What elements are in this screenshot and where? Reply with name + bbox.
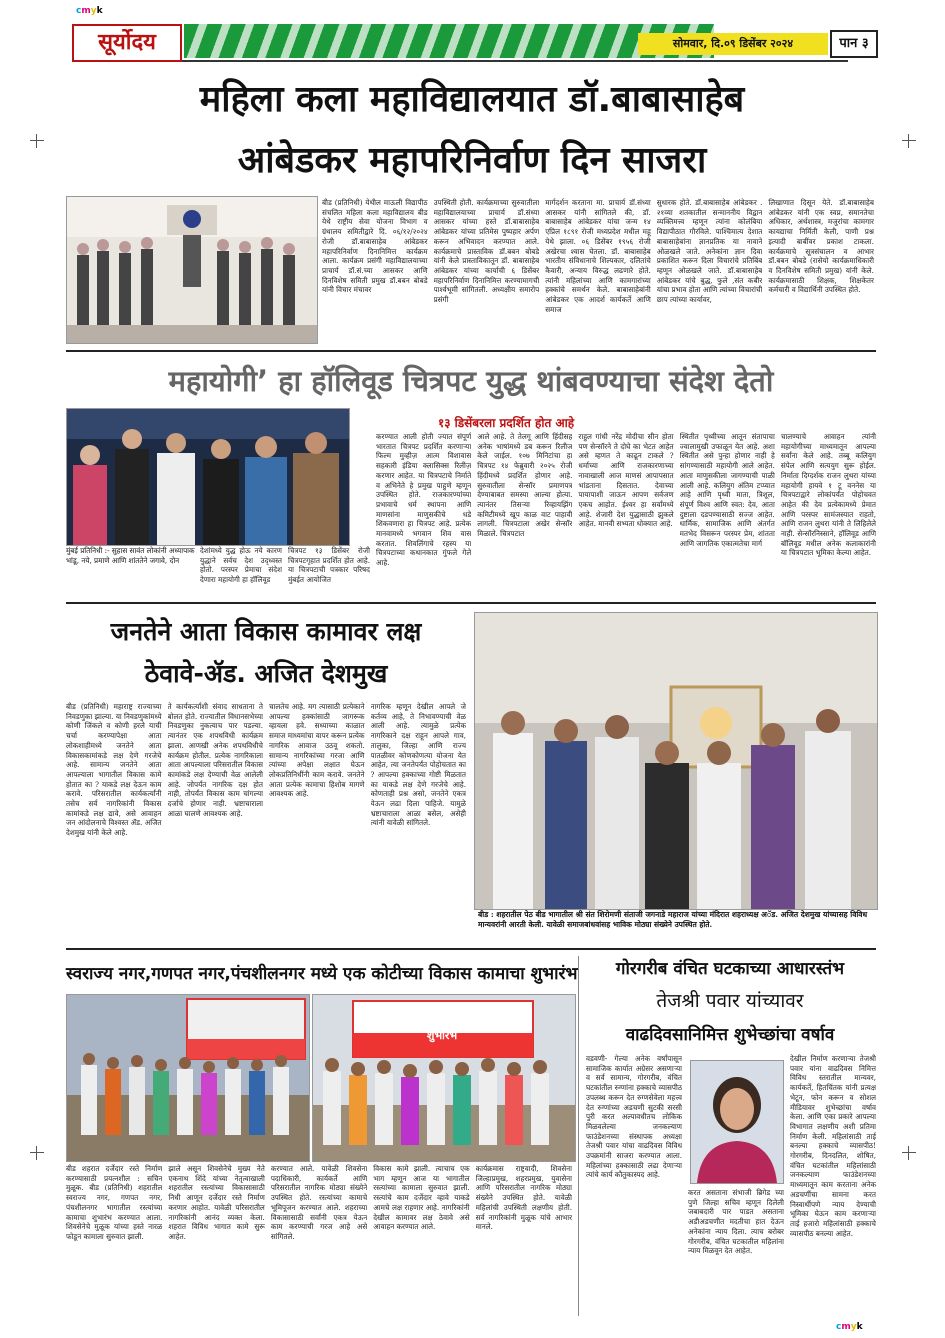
story1-headline-line1: महिला कला महाविद्यालयात डॉ.बाबासाहेब — [199, 79, 745, 120]
story3-column: चालतेच आहे. मग त्यासाठी प्रत्येकाने आपल्या हक्कांसाठी जागरूक व्हायला हवे. सध्याच्या काळात समाज माध्यमांचा वापर करून प्रत्येक नागरिक आवाज उठवू शकतो. सामान्य नागरिकांच्या गरजा आणि त्यांच्या अपेक्षा लक्षात घेऊन लोकप्रतिनिधींनी काम करावे. जनतेने आता प्रत्येक कामाचा हिशोब मागणे आवश्यक आहे. — [269, 702, 365, 799]
story4-column: बीड शहरात दर्जेदार रस्ते निर्माण करण्यासाठी प्रयत्नशील : सचिन मुळूक. बीड (प्रतिनिधी) शहरातील स्वराज्य नगर, गणपत नगर, पंचशीलनगर भागातील रस्त्यांच्या कामाचा शुभारंभ करण्यात आला. शिवसेनेचे मुळूक यांच्या हस्ते नारळ फोडून कामाला सुरुवात झाली. — [66, 1164, 163, 1241]
story2-headline: महायोगी’ हा हॉलिवूड चित्रपट युद्ध थांबवण्याचा संदेश देतो — [168, 364, 774, 398]
story2-caption: मुंबई प्रतिनिधी :- सुहास सावंत लोकांनी अध्यापाक भांडू, नये, प्रमाणे आणि शांततेने जगावे, दोन — [66, 546, 195, 565]
story5-column-mid: करत असताना संभाजी ब्रिगेड च्या पुणे जिल्हा सचिव म्हणून दिलेली जबाबदारी पार पाडत असताना अडीअडचणीत मदतीचा हात देऊन अनेकांना न्याय दिला. त्याच बरोबर गोरगरीब, वंचित घटकातील महिलांना न्याय मिळवून देत आहेत. — [688, 1188, 784, 1256]
newspaper-logo: सूर्योदय — [72, 24, 182, 62]
page-number: पान ३ — [830, 30, 878, 58]
section-divider — [66, 350, 876, 352]
story3-column: बीड (प्रतिनिधी) महाराष्ट्र राज्याच्या निवडणुका झाल्या. या निवडणुकांमध्ये कोणी जिंकले व कोणी हरले याची चर्चा करण्यापेक्षा आता लोकशाहीमध्ये जनतेने आता विकासकामांकडे लक्ष देणे गरजेचे आहे. सामान्य जनतेने आता आपल्याला भागातील विकास कामे होतात का ? याकडे लक्ष देऊन काम करावे. परिसरातील कार्यकर्त्यांनी तसेच सर्व नागरिकांनी विकास कामांकडे लक्ष द्यावे, असे आवाहन जन आंदोलनाचे विश्वस्त ॲड. अजित देशमुख यांनी केले आहे. — [66, 702, 162, 838]
story3-headline-line2: ठेवावे-ॲड. अजित देशमुख — [144, 659, 388, 688]
story2-column: राहुल गांधी नरेंद्र मोदीचा सीन होता पण सेन्सॉरने ते दोघे का भेटत आहेत असे म्हणत ते काढून टाकले ? धर्माच्या आणि राजकारणाच्या नावाखाली आज माणसं आपापसात भांडताना दिसतात. देवाच्या पायापाशी जाऊन आपण सर्वजण एकच आहोत. ईश्वर हा सर्वांमध्ये आहे. शेजारी देश युद्धासाठी झुकले आहेत. मानवी सभ्यता धोक्यात आहे. — [578, 432, 674, 529]
story1-column: सुधारक होते. डॉ.बाबासाहेब आंबेडकर . २१व्या शतकातील सन्माननीय विद्वान व्यक्तिमत्त्व म्हणून त्यांना कोलंबिया विद्यापीठात गौरविले. पाश्चिमात्य देशात बाबासाहेबांना ज्ञानप्रतिक या नावाने ओळखले जाते. अनेकांना ज्ञान दिवा प्रकाशित करून दिला विचारांचे प्रतिबिंब म्हणून ओळखले जाते. डॉ.बाबासाहेब आंबेडकर यांचे बुद्ध, फुले ,संत कबीर यांचा प्रभाव होता आणि त्यांच्या विचारांची छाप त्यांच्या कार्यावर, — [656, 198, 763, 305]
story2-column: देशांमध्ये युद्ध होऊ नये कारण युद्धाने सर्वच देश उद्ध्वस्त होतो. परस्पर प्रेमाचा संदेश देणारा महायोगी हा हॉलिवूड — [200, 546, 282, 585]
registration-mark — [30, 134, 44, 148]
story4-column: झाले असून शिवसेनेचे मुख्य नेते एकनाथ शिंदे यांच्या नेतृत्वाखाली शहरातील रस्त्यांच्या विकासासाठी निधी आणून दर्जेदार रस्ते निर्माण करणार आहोत. यावेळी परिसरातील नागरिकांनी आनंद व्यक्त केला. शहरात विविध भागात कामे सुरू आहेत. — [168, 1164, 265, 1241]
cmyk-mark-top: cmyk — [76, 6, 103, 16]
section-divider — [66, 602, 876, 604]
story4-body — [66, 1164, 572, 1316]
story4-headline: स्वराज्य नगर,गणपत नगर,पंचशीलनगर मध्ये एक कोटीच्या विकास कामाचा शुभारंभ — [66, 964, 578, 984]
story5-headline-line2: तेजश्री पवार यांच्यावर — [656, 990, 804, 1012]
story2-body-lower — [200, 546, 370, 596]
story2-column: आले आहे. ते तेलगू आणि हिंदीसह अनेक भाषांमध्ये डब करून रिलीज केले जाईल. १०७ मिनिटांचा हा चित्रपट १४ फेब्रुवारी २०२५ रोजी हिंदीमध्ये प्रदर्शित होणार आहे. सुरुवातीला सेन्सॉर प्रमाणपत्र देण्याबाबत समस्या आल्या होत्या. त्यानंतर तिसऱ्या रिव्हायझिंग कमिटीमध्ये खूप काळ वाट पाहावी लागली. चित्रपटाला अखेर सेन्सॉर मिळाले. चित्रपटात — [477, 432, 573, 539]
story1-photo — [66, 196, 318, 344]
story4-column: विकास कामे झाली. त्याचाच एक भाग म्हणून आज या भागातील रस्त्यांच्या कामाला सुरुवात झाली. रस्त्यांचे काम दर्जेदार व्हावे याकडे आमचे लक्ष राहणार आहे. नागरिकांनी देखील कामावर लक्ष ठेवावे असे आवाहन करण्यात आले. — [373, 1164, 470, 1232]
issue-date: सोमवार, दि.०९ डिसेंबर २०२४ — [638, 33, 828, 55]
story3-headline-line1: जनतेने आता विकास कामावर लक्ष — [110, 617, 422, 646]
story1-column: मार्गदर्शन करताना मा. प्राचार्य डॉ.संध्या आसकर यांनी सांगितले की, डॉ. बाबासाहेब आंबेडकर यांचा जन्म १४ एप्रिल १८९१ रोजी मध्यप्रदेश मधील महू येथे झाला. ०६ डिसेंबर १९५६ रोजी अखेरचा श्वास घेतला. डॉ. बाबासाहेब भारतीय संविधानाचे शिल्पकार, दलितांचे कैवारी, अन्याय विरुद्ध लढणारे होते. त्यांनी महिलांच्या आणि कामगारांच्या हक्कांचे समर्थन केले. बाबासाहेबांनी आंबेडकर एक आदर्श कार्यकर्ते आणि समाज — [545, 198, 651, 314]
masthead — [72, 24, 869, 62]
story4-photo-left — [66, 994, 310, 1162]
story1-column: बीड (प्रतिनिधी) येथील माऊली विद्यापीठ संचलित महिला कला महाविद्यालय बीड येथे राष्ट्रीय सेवा योजना विभाग व ग्रंथालय समितीद्वारे दि. ०६/१२/२०२४ रोजी डॉ.बाबासाहेब आंबेडकर महापरिनिर्वाण दिनानिमित्त कार्यक्रम आला. कार्यक्रम प्रसंगी महाविद्यालयाच्या प्राचार्य डॉ.सं.च्या आसकर आणि दिनविशेष समिती प्रमुख डॉ.बबन बोबडे यांनी विचार मंचावर — [322, 198, 428, 295]
story3-caption: बीड : शहरातील पेठ बीड भागातील श्री संत शिरोमणी संताजी जगनाडे महाराज यांच्या मंदिरात शहराध्यक्ष अॅड. अजित देशमुख यांच्यासह विविध मान्यवरांनी आरती केली. यावेळी समाजबांधवांसह भाविक मोठ्या संख्येने उपस्थित होते. — [478, 910, 868, 929]
story4-banner-text: शुभारंभ — [426, 1029, 458, 1042]
registration-mark — [902, 1146, 916, 1160]
story2-column: चालण्याचे आवाहन त्यांनी महायोगीच्या माध्यमातून आपल्या सर्वांना केले आहे. तब्बू कलियुग संपेल आणि सत्ययुग सुरू होईल. निर्माता दिग्दर्शक राजन लुथरा यांच्या महायोगी हायवे १ टू वननेस या चित्रपटाद्वारे लोकांपर्यंत पोहोचवत आहेत की देव प्रत्येकामध्ये प्रेमात आणि परस्पर सामंजस्यात राहतो, आणि राजन लुथरा यांनी ते लिहिलेले नाही. सेन्सॉरनिस्साने, हॉलिवूड आणि बॉलिवूड मधील अनेक कलाकारांनी या चित्रपटात भूमिका केल्या आहेत. — [780, 432, 877, 558]
story3-column: ते कार्यकर्त्यांशी संवाद साधताना ते बोलत होते. राज्यातील विधानसभेच्या निवडणुका नुकत्याच पार पडल्या. त्यानंतर एक शपथविधी कार्यक्रम झाला. आणखी अनेक शपथविधीचे कार्यक्रम होतील. प्रत्येक नागरिकाला आता आपल्याला परिसरातील विकास कामांकडे लक्ष देण्याची वेळ आलेली आहे. जोपर्यंत नागरिक दक्ष होत नाही, तोपर्यंत विकास काम चांगल्या दर्जाचे होणार नाही. भ्रष्टाचाराला आळा घालणे आवश्यक आहे. — [167, 702, 263, 818]
story4-column: कार्यक्रमास राष्ट्रवादी, शिवसेना जिल्हाप्रमुख, शहरप्रमुख, युवासेना आणि परिसरातील नागरिक मोठ्या संख्येने उपस्थित होते. यावेळी महिलांची उपस्थिती लक्षणीय होती. सर्व नागरिकांनी मुळूक यांचे आभार मानले. — [475, 1164, 573, 1232]
story2-column: चित्रपट १३ डिसेंबर रोजी चित्रपटगृहात प्रदर्शित होत आहे. या चित्रपटाची पत्रकार परिषद मुंबईत आयोजित — [288, 546, 370, 585]
column-divider — [578, 956, 579, 1316]
story2-column: करण्यात आली होती ज्यात संपूर्ण भारतात चित्रपट प्रदर्शित करणाऱ्या फिल्म मुव्हीज़ आत्म विशावास सहकारी इंडिया क्लासिक्स रिलीज़ करणार आहेत. या चित्रपटाचे निर्माते व अभिनेते हे प्रमुख पाहुणे म्हणून उपस्थित होते. राजकारण्यांच्या प्रभावाचे धर्म स्थापना आणि माणसांना माणुसकीचे धडे शिकवणारा हा चित्रपट आहे. प्रत्येक मानवामध्ये भगवान शिव वास करतात. शिवलिंगाचे रहस्य या चित्रपटाच्या कथानकात गुंफले गेले आहे. — [376, 432, 472, 568]
story1-headline-line2: आंबेडकर महापरिनिर्वाण दिन साजरा — [237, 140, 707, 181]
story5-headline-line1: गोरगरीब वंचित घटकाच्या आधारस्तंभ — [615, 959, 845, 979]
story3-column: नागरिक म्हणून देखील आपले जे कर्तव्य आहे, ते निभावण्याची वेळ आली आहे. त्यामुळे प्रत्येक नागरिकाने दक्ष राहून आपले गाव, तालुका, जिल्हा आणि राज्य पातळीवर कोणकोणत्या योजना येत आहेत, त्या जनतेपर्यंत पोहोचतात का ? आपल्या हक्काच्या गोष्टी मिळतात का याकडे लक्ष देणे गरजेचे आहे. कोणताही प्रश्न असो, जनतेने एकत्र येऊन लढा दिला पाहिजे. यामुळे भ्रष्टाचाराला आळा बसेल, असेही त्यांनी यावेळी सांगितले. — [370, 702, 466, 828]
registration-mark — [30, 1146, 44, 1160]
section-divider — [66, 948, 876, 950]
story2-photo — [66, 408, 350, 546]
story5-headline-line3: वाढदिवसानिमित्त शुभेच्छांचा वर्षाव — [625, 1025, 835, 1045]
story5-portrait — [690, 1060, 784, 1184]
story1-column: उपस्थिती होती. कार्यक्रमाच्या सुरुवातीला महाविद्यालयाच्या प्राचार्य डॉ.संध्या आसकर यांच्या हस्ते डॉ.बाबासाहेब आंबेडकर यांच्या प्रतिमेस पुष्पहार अर्पण करून अभिवादन करण्यात आले. कार्यक्रमाचे प्रास्ताविक डॉ.बबन बोबडे यांनी केले प्रास्ताविकातून डॉ. बाबासाहेब आंबेडकर यांच्या कार्याची ६ डिसेंबर महापरिनिर्वाण दिनानिमित्त करण्यामागची पार्श्वभूमी सांगितली. अध्यक्षीय समारोप प्रसंगी — [433, 198, 540, 305]
story4-photo-right — [312, 994, 576, 1162]
story2-subhead: १३ डिसेंबरला प्रदर्शित होत आहे — [438, 416, 575, 430]
story3-photo — [474, 612, 878, 910]
story1-body — [322, 198, 874, 344]
story1-column: लिखाणात दिसून येते. डॉ.बाबासाहेब आंबेडकर यांनी एक स्वप्न, समानतेचा अधिकार, अर्थशास्त्र, मजुरांचा कामगार कायद्याचा निर्मिती केली, पाणी प्रश्न इत्यादी बाबींवर प्रकाश टाकला. कार्यक्रमाचे सूत्रसंचालन व आभार डॉ.बबन बोबडे (रासेयो कार्यक्रमाधिकारी व दिनविशेष समिती प्रमुख) यांनी केले. कार्यक्रमासाठी शिक्षक, शिक्षकेतर कर्मचारी व विद्यार्थिनी उपस्थित होते. — [768, 198, 874, 295]
story2-body — [376, 432, 876, 596]
registration-mark — [902, 134, 916, 148]
story5-column-right: देखील निर्माण करणाऱ्या तेजश्री पवार यांना वाढदिवस निमित्त विविध स्तरातील मान्यवर, कार्यकर्ते, हितचिंतक यांनी प्रत्यक्ष भेटून, फोन करून व सोशल मीडियावर शुभेच्छांचा वर्षाव केला. आणि एका प्रकारे आपल्या विभागात लक्षणीय अशी प्रतिमा निर्माण केली. महिलांसाठी ताई बनल्या हक्काचे व्यासपीठ! गोरगरीब, दिनदलित, शोषित, वंचित घटकांतील महिलांसाठी जनकल्याण फाउंडेशनच्या माध्यमातून काम करताना अनेक अडचणींचा सामना करत निस्वार्थीपणे न्याय देण्याची भूमिका घेऊन काम करणाऱ्या ताई हजारो महिलांसाठी हक्काचे व्यासपीठ बनल्या आहेत. — [790, 1054, 876, 1238]
story4-column: करण्यात आले. यावेळी शिवसेना पदाधिकारी, कार्यकर्ते आणि परिसरातील नागरिक मोठ्या संख्येने उपस्थित होते. रस्त्यांच्या कामाचे भूमिपूजन करण्यात आले. शहराच्या विकासासाठी सर्वांनी एकत्र येऊन काम करण्याची गरज आहे असे सांगितले. — [270, 1164, 368, 1241]
story3-body — [66, 702, 466, 944]
masthead-stripe — [184, 24, 714, 58]
cmyk-mark-bottom: cmyk — [836, 1322, 863, 1332]
story2-column: स्थितीत पृथ्वीच्या आतून संतापाचा ज्वालामुखी उफाळून येत आहे. अशा स्थितीत असे पुन्हा होणार नाही हे सांगण्यासाठी महायोगी आले आहेत. आता माणुसकीला जागण्याची पाळी आली आहे. कलियुग अंतिम टप्प्यात आहे आणि पृथ्वी माता, त्रिशूल, संपूर्ण विश्व आणि स्वत: देव, आता दुष्टाला दडपण्यासाठी सज्ज आहेत. धार्मिक, सामाजिक आणि अंतर्गत मतभेद विसरून परस्पर प्रेम, शांतता आणि जागतिक एकात्मतेचा मार्ग — [679, 432, 775, 548]
story5-column-left: वडवणी- गेल्या अनेक वर्षांपासून सामाजिक कार्यात अग्रेसर असणाऱ्या व सर्व सामान्य, गोरगरीब, वंचित घटकांतील रुग्णांना हक्काचे व्यासपीठ उपलब्ध करून देत रुग्णसेवेला महत्त्व देत रुग्णांच्या अडचणी सुटकी सरसी पुरी करत अल्पावधीतच लोकिक मिळवलेल्या जनकल्याण फाउंडेशनच्या संस्थापक अध्यक्षा तेजश्री पवार यांचा वाढदिवस विविध उपक्रमांनी साजरा करण्यात आला. महिलांच्या हक्कासाठी लढा देणाऱ्या त्यांचे कार्य कौतुकास्पद आहे. — [586, 1054, 682, 1180]
